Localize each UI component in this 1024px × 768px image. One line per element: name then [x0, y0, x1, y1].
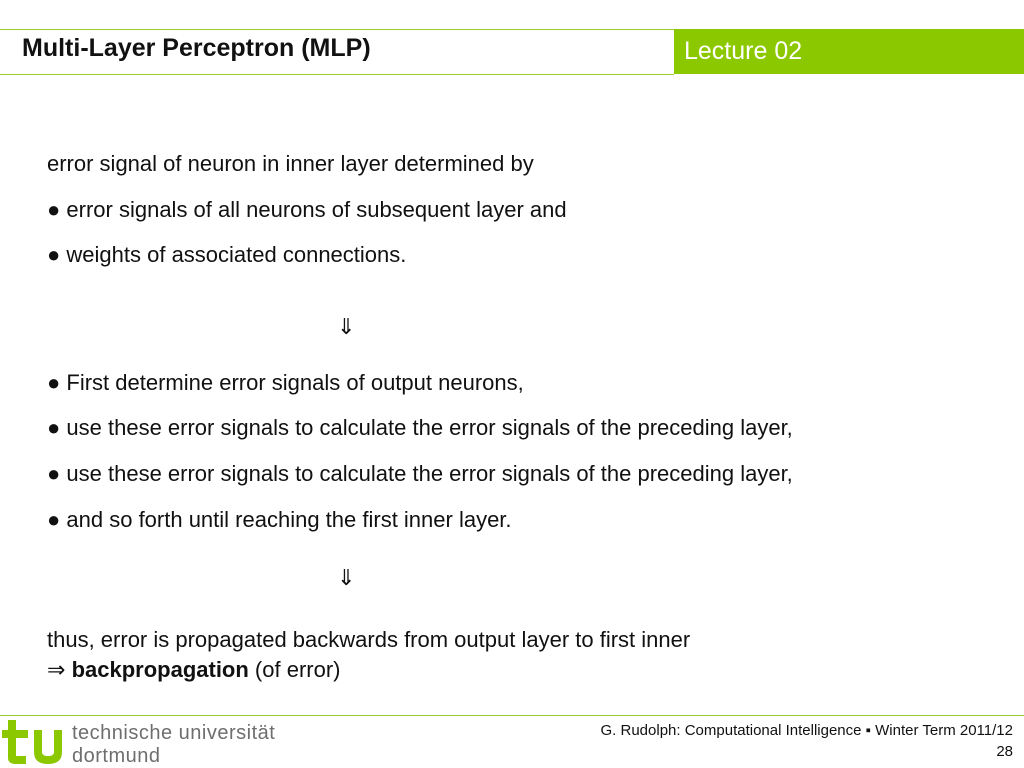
bullet-item: ● weights of associated connections. [47, 242, 407, 267]
conclusion-text: thus, error is propagated backwards from output layer to first inner [47, 627, 691, 652]
down-arrow-icon: ⇓ [337, 565, 356, 590]
bullet-item: ● use these error signals to calculate the error signals of the preceding layer, [47, 415, 793, 440]
down-arrow-icon: ⇓ [337, 314, 356, 339]
conclusion-term-line [47, 657, 341, 683]
bullet-item: ● and so forth until reaching the first inner layer. [47, 507, 512, 532]
logo-text-line2: dortmund [72, 745, 161, 767]
tu-logo-icon [2, 718, 68, 766]
implies-arrow-icon: ⇒ [47, 657, 66, 682]
bullet-item: ● First determine error signals of output neurons, [47, 370, 524, 395]
bullet-item: ● use these error signals to calculate the error signals of the preceding layer, [47, 461, 793, 486]
university-logo [2, 718, 292, 768]
page-number: 28 [996, 743, 1013, 760]
lecture-label: Lecture 02 [684, 37, 803, 65]
slide-title: Multi-Layer Perceptron (MLP) [22, 34, 371, 62]
backpropagation-term: backpropagation [71, 657, 249, 682]
bullet-item: ● error signals of all neurons of subsequent layer and [47, 197, 567, 222]
footer-divider [0, 715, 1024, 716]
header-divider-bottom [0, 74, 674, 75]
term-suffix: (of error) [248, 657, 341, 682]
intro-text: error signal of neuron in inner layer determined by [47, 151, 534, 176]
footer-credit: G. Rudolph: Computational Intelligence ▪ Winter Term 2011/12 [600, 722, 1013, 739]
logo-text-line1: technische universität [72, 722, 276, 744]
lecture-banner [674, 29, 1024, 74]
